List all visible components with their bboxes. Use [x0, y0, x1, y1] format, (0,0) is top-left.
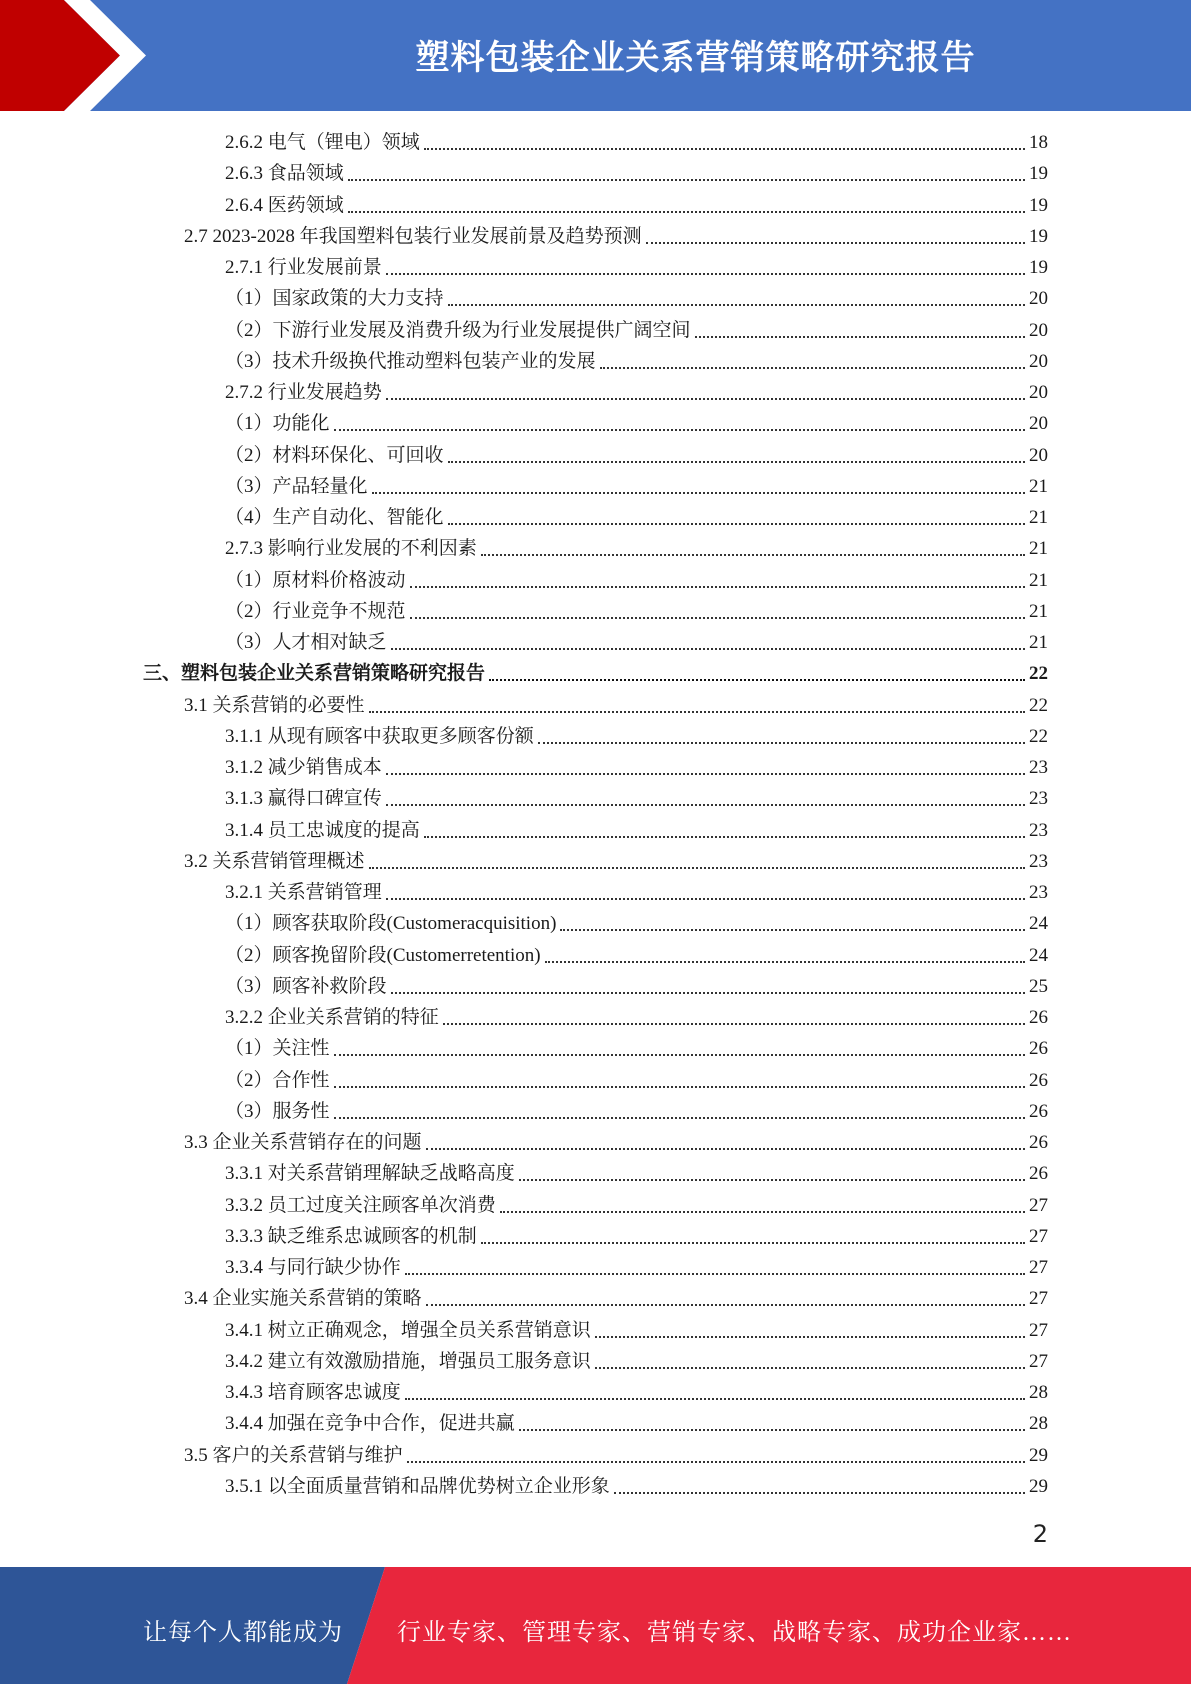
toc-entry[interactable] — [184, 690, 1048, 718]
page-header — [0, 0, 1191, 111]
toc-entry-label: （1）国家政策的大力支持 — [225, 288, 444, 309]
toc-entry-label: 3.3 企业关系营销存在的问题 — [184, 1132, 422, 1153]
toc-dot-leader — [407, 1437, 1025, 1463]
toc-entry-label: 2.7.2 行业发展趋势 — [225, 382, 382, 403]
toc-entry-page: 25 — [1029, 976, 1048, 997]
toc-dot-leader — [369, 687, 1025, 713]
toc-entry-page: 21 — [1029, 570, 1048, 591]
toc-entry-label: （1）顾客获取阶段(Customeracquisition) — [225, 913, 557, 934]
toc-entry-label: 三、塑料包装企业关系营销策略研究报告 — [143, 663, 486, 684]
toc-dot-leader — [386, 249, 1025, 275]
toc-entry[interactable] — [225, 908, 1048, 936]
toc-entry[interactable] — [225, 377, 1048, 405]
toc-entry-page: 27 — [1029, 1320, 1048, 1341]
toc-dot-leader — [386, 749, 1025, 775]
toc-entry[interactable] — [225, 627, 1048, 655]
toc-dot-leader — [369, 843, 1025, 869]
toc-dot-leader — [334, 1062, 1025, 1088]
toc-dot-leader — [500, 1187, 1025, 1213]
toc-dot-leader — [448, 280, 1025, 306]
toc-entry-label: （2）行业竞争不规范 — [225, 601, 406, 622]
toc-entry-page: 28 — [1029, 1413, 1048, 1434]
toc-dot-leader — [386, 780, 1025, 806]
toc-entry[interactable] — [225, 565, 1048, 593]
toc-entry[interactable] — [225, 471, 1048, 499]
toc-entry-label: 3.4.4 加强在竞争中合作，促进共赢 — [225, 1413, 515, 1434]
toc-entry-label: 3.2.2 企业关系营销的特征 — [225, 1007, 439, 1028]
toc-dot-leader — [410, 593, 1025, 619]
toc-entry[interactable] — [225, 877, 1048, 905]
toc-entry-label: 2.7 2023-2028 年我国塑料包装行业发展前景及趋势预测 — [184, 226, 642, 247]
toc-dot-leader — [600, 343, 1025, 369]
toc-dot-leader — [545, 937, 1025, 963]
page-footer — [0, 1567, 1191, 1684]
toc-entry[interactable] — [225, 721, 1048, 749]
toc-entry-label: 3.4.3 培育顾客忠诚度 — [225, 1382, 401, 1403]
toc-dot-leader — [519, 1405, 1025, 1431]
toc-dot-leader — [405, 1374, 1025, 1400]
footer-slogan-right: 行业专家、管理专家、营销专家、战略专家、成功企业家…… — [397, 1620, 1072, 1646]
toc-entry[interactable] — [225, 1471, 1048, 1499]
toc-entry-page: 26 — [1029, 1101, 1048, 1122]
toc-entry-page: 20 — [1029, 413, 1048, 434]
toc-entry[interactable] — [184, 221, 1048, 249]
toc-dot-leader — [405, 1249, 1025, 1275]
toc-entry-page: 27 — [1029, 1195, 1048, 1216]
toc-dot-leader — [391, 968, 1025, 994]
toc-entry-page: 19 — [1029, 195, 1048, 216]
toc-entry-page: 23 — [1029, 757, 1048, 778]
toc-dot-leader — [334, 1030, 1025, 1056]
toc-entry-label: （1）原材料价格波动 — [225, 570, 406, 591]
toc-dot-leader — [424, 124, 1025, 150]
toc-entry[interactable] — [225, 1221, 1048, 1249]
toc-entry-page: 18 — [1029, 132, 1048, 153]
toc-entry-label: 3.3.2 员工过度关注顾客单次消费 — [225, 1195, 496, 1216]
toc-entry[interactable] — [225, 440, 1048, 468]
toc-entry[interactable] — [225, 1190, 1048, 1218]
toc-entry-label: 3.5.1 以全面质量营销和品牌优势树立企业形象 — [225, 1476, 610, 1497]
toc-entry-label: 3.1.3 赢得口碑宣传 — [225, 788, 382, 809]
toc-entry-page: 19 — [1029, 226, 1048, 247]
toc-entry-label: 3.3.1 对关系营销理解缺乏战略高度 — [225, 1163, 515, 1184]
toc-dot-leader — [695, 312, 1025, 338]
toc-entry[interactable] — [225, 971, 1048, 999]
toc-entry-page: 22 — [1029, 695, 1048, 716]
toc-entry[interactable] — [225, 1002, 1048, 1030]
toc-entry[interactable] — [184, 1283, 1048, 1311]
toc-entry[interactable] — [225, 1033, 1048, 1061]
toc-entry[interactable] — [225, 190, 1048, 218]
toc-dot-leader — [595, 1312, 1025, 1338]
toc-dot-leader — [426, 1280, 1025, 1306]
toc-entry-page: 27 — [1029, 1226, 1048, 1247]
toc-entry-label: 2.6.2 电气（锂电）领域 — [225, 132, 420, 153]
toc-entry-page: 26 — [1029, 1007, 1048, 1028]
toc-dot-leader — [489, 655, 1025, 681]
toc-dot-leader — [334, 405, 1025, 431]
toc-entry-page: 20 — [1029, 320, 1048, 341]
toc-entry-page: 21 — [1029, 507, 1048, 528]
toc-entry-label: （2）材料环保化、可回收 — [225, 445, 444, 466]
toc-entry-label: 3.4.2 建立有效激励措施，增强员工服务意识 — [225, 1351, 591, 1372]
toc-entry[interactable] — [225, 940, 1048, 968]
toc-entry-label: 3.2.1 关系营销管理 — [225, 882, 382, 903]
toc-entry-label: 3.1 关系营销的必要性 — [184, 695, 365, 716]
toc-entry-page: 29 — [1029, 1476, 1048, 1497]
toc-entry-page: 20 — [1029, 445, 1048, 466]
toc-entry-page: 21 — [1029, 601, 1048, 622]
toc-dot-leader — [595, 1343, 1025, 1369]
toc-entry-label: （2）下游行业发展及消费升级为行业发展提供广阔空间 — [225, 320, 691, 341]
toc-entry-label: 3.1.4 员工忠诚度的提高 — [225, 820, 420, 841]
toc-entry-page: 23 — [1029, 820, 1048, 841]
toc-entry-label: （2）合作性 — [225, 1070, 330, 1091]
toc-entry-page: 26 — [1029, 1163, 1048, 1184]
toc-entry-label: （1）关注性 — [225, 1038, 330, 1059]
toc-entry[interactable] — [225, 283, 1048, 311]
toc-entry[interactable] — [225, 1096, 1048, 1124]
toc-entry[interactable] — [225, 815, 1048, 843]
footer-slogan-left: 让每个人都能成为 — [143, 1620, 343, 1646]
toc-dot-leader — [614, 1468, 1025, 1494]
toc-entry[interactable] — [225, 752, 1048, 780]
toc-entry[interactable] — [225, 502, 1048, 530]
toc-entry[interactable] — [225, 533, 1048, 561]
report-title: 塑料包装企业关系营销策略研究报告 — [415, 38, 976, 78]
toc-entry-page: 23 — [1029, 851, 1048, 872]
toc-dot-leader — [348, 155, 1025, 181]
toc-dot-leader — [481, 530, 1025, 556]
toc-entry-label: （3）服务性 — [225, 1101, 330, 1122]
toc-dot-leader — [646, 218, 1025, 244]
toc-dot-leader — [386, 374, 1025, 400]
toc-entry[interactable] — [225, 596, 1048, 624]
toc-entry-page: 22 — [1029, 663, 1048, 684]
toc-dot-leader — [519, 1155, 1025, 1181]
toc-entry-label: 2.7.1 行业发展前景 — [225, 257, 382, 278]
toc-entry-page: 26 — [1029, 1070, 1048, 1091]
toc-entry-page: 21 — [1029, 538, 1048, 559]
toc-entry-page: 28 — [1029, 1382, 1048, 1403]
toc-entry[interactable] — [225, 315, 1048, 343]
toc-entry-page: 21 — [1029, 476, 1048, 497]
toc-entry-label: （3）人才相对缺乏 — [225, 632, 387, 653]
toc-entry-label: 2.6.3 食品领域 — [225, 163, 344, 184]
toc-entry-page: 27 — [1029, 1288, 1048, 1309]
toc-entry[interactable] — [225, 1158, 1048, 1186]
toc-entry-page: 20 — [1029, 382, 1048, 403]
toc-entry-page: 29 — [1029, 1445, 1048, 1466]
toc-entry[interactable] — [184, 1127, 1048, 1155]
toc-entry-label: 3.1.1 从现有顾客中获取更多顾客份额 — [225, 726, 534, 747]
toc-entry[interactable] — [184, 1440, 1048, 1468]
page-number: 2 — [1032, 1520, 1048, 1548]
toc-entry-label: 2.6.4 医药领域 — [225, 195, 344, 216]
toc-dot-leader — [386, 874, 1025, 900]
toc-entry-label: 3.4 企业实施关系营销的策略 — [184, 1288, 422, 1309]
toc-dot-leader — [448, 499, 1025, 525]
toc-entry-page: 26 — [1029, 1132, 1048, 1153]
toc-entry-label: 2.7.3 影响行业发展的不利因素 — [225, 538, 477, 559]
toc-entry-page: 26 — [1029, 1038, 1048, 1059]
toc-entry[interactable] — [143, 658, 1048, 686]
toc-dot-leader — [424, 812, 1025, 838]
toc-dot-leader — [348, 187, 1025, 213]
toc-entry-label: （1）功能化 — [225, 413, 330, 434]
toc-entry-page: 19 — [1029, 163, 1048, 184]
toc-entry-label: （3）顾客补救阶段 — [225, 976, 387, 997]
toc-entry-label: （3）技术升级换代推动塑料包装产业的发展 — [225, 351, 596, 372]
toc-entry[interactable] — [225, 1346, 1048, 1374]
toc-entry[interactable] — [225, 1065, 1048, 1093]
toc-entry[interactable] — [225, 783, 1048, 811]
toc-entry-page: 23 — [1029, 788, 1048, 809]
toc-entry-page: 19 — [1029, 257, 1048, 278]
toc-entry[interactable] — [225, 1377, 1048, 1405]
toc-entry-page: 21 — [1029, 632, 1048, 653]
toc-entry-label: 3.3.4 与同行缺少协作 — [225, 1257, 401, 1278]
toc-entry-page: 27 — [1029, 1351, 1048, 1372]
toc-entry-page: 23 — [1029, 882, 1048, 903]
toc-entry[interactable] — [225, 1252, 1048, 1280]
toc-entry-label: 3.1.2 减少销售成本 — [225, 757, 382, 778]
toc-entry-page: 27 — [1029, 1257, 1048, 1278]
toc-dot-leader — [426, 1124, 1025, 1150]
toc-dot-leader — [443, 999, 1025, 1025]
toc-entry[interactable] — [225, 1315, 1048, 1343]
toc-entry-label: 3.3.3 缺乏维系忠诚顾客的机制 — [225, 1226, 477, 1247]
toc-entry[interactable] — [225, 158, 1048, 186]
toc-entry[interactable] — [225, 346, 1048, 374]
toc-entry[interactable] — [184, 846, 1048, 874]
toc-dot-leader — [334, 1093, 1025, 1119]
toc-entry-page: 24 — [1029, 945, 1048, 966]
toc-entry-page: 20 — [1029, 288, 1048, 309]
toc-entry-page: 22 — [1029, 726, 1048, 747]
toc-dot-leader — [410, 562, 1025, 588]
toc-entry-label: 3.4.1 树立正确观念，增强全员关系营销意识 — [225, 1320, 591, 1341]
toc-dot-leader — [448, 437, 1025, 463]
toc-entry[interactable] — [225, 408, 1048, 436]
toc-entry-page: 24 — [1029, 913, 1048, 934]
toc-dot-leader — [538, 718, 1025, 744]
toc-dot-leader — [481, 1218, 1025, 1244]
toc-dot-leader — [391, 624, 1025, 650]
toc-entry[interactable] — [225, 252, 1048, 280]
toc-entry-page: 20 — [1029, 351, 1048, 372]
toc-entry[interactable] — [225, 1408, 1048, 1436]
toc-entry-label: （2）顾客挽留阶段(Customerretention) — [225, 945, 541, 966]
toc-entry-label: （3）产品轻量化 — [225, 476, 368, 497]
toc-entry-label: （4）生产自动化、智能化 — [225, 507, 444, 528]
toc-entry-label: 3.5 客户的关系营销与维护 — [184, 1445, 403, 1466]
toc-entry-label: 3.2 关系营销管理概述 — [184, 851, 365, 872]
toc-entry[interactable] — [225, 127, 1048, 155]
toc-dot-leader — [560, 905, 1025, 931]
chevron-arrow-icon — [0, 0, 150, 111]
toc-dot-leader — [372, 468, 1025, 494]
